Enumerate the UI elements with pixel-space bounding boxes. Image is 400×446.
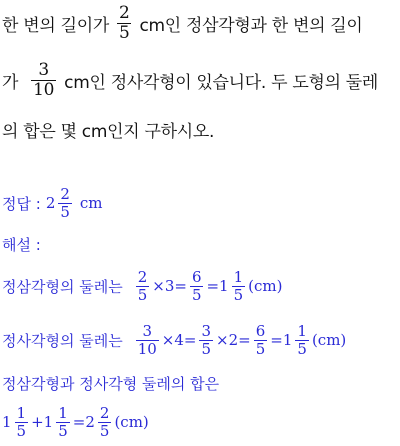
answer-line <box>2 182 103 224</box>
fraction: $\frac{1}{5}$ <box>233 267 244 304</box>
fraction: $\frac{2}{5}$ <box>137 267 148 304</box>
solution-heading: 해설 : <box>2 235 41 254</box>
fraction: $\frac{1}{5}$ <box>58 403 68 440</box>
problem-line-2 <box>2 58 378 102</box>
fraction: $\frac{2}{5}$ <box>99 403 110 440</box>
fraction: $\frac{3}{5}$ <box>201 321 212 358</box>
fraction: $\frac{3}{10}$ <box>137 321 157 358</box>
problem-text: 가 <box>2 72 19 93</box>
problem-text: 의 합은 몇 cm인지 구하시오. <box>2 121 215 142</box>
fraction: $\frac{2}{5}$ <box>118 2 130 43</box>
fraction: $\frac{6}{5}$ <box>255 321 266 358</box>
problem-text: cm인 정사각형이 있습니다. 두 도형의 둘레 <box>64 72 379 93</box>
answer-unit: cm <box>79 194 103 212</box>
problem-text: 한 변의 길이가 <box>2 15 109 36</box>
answer-label: 정답 : <box>2 194 41 213</box>
problem-line-3 <box>2 114 214 144</box>
solution-step-3: 정삼각형과 정사각형 둘레의 합은 <box>2 374 220 393</box>
fraction: $\frac{3}{10}$ <box>33 59 55 100</box>
fraction: $\frac{1}{5}$ <box>16 403 27 440</box>
solution-step-1: 정삼각형의 둘레는 $\frac{2}{5}$ ×3= $\frac{6}{5}$ =1 $\frac{1}{5}$ (cm) <box>2 267 283 304</box>
answer-whole: 2 <box>45 194 56 212</box>
fraction: $\frac{1}{5}$ <box>297 321 307 358</box>
answer-fraction: $\frac{2}{5}$ <box>60 184 70 221</box>
solution-step-4: 1 $\frac{1}{5}$ +1 $\frac{1}{5}$ =2 $\frac{2}{5}$ (cm) <box>2 403 149 440</box>
problem-text: cm인 정삼각형과 한 변의 길이 <box>139 15 363 36</box>
fraction: $\frac{6}{5}$ <box>191 267 202 304</box>
solution-step-2: 정사각형의 둘레는 $\frac{3}{10}$ ×4= $\frac{3}{5}$ ×2= $\frac{6}{5}$ =1 $\frac{1}{5}$ (cm) <box>2 321 347 358</box>
problem-line-1 <box>2 2 363 44</box>
